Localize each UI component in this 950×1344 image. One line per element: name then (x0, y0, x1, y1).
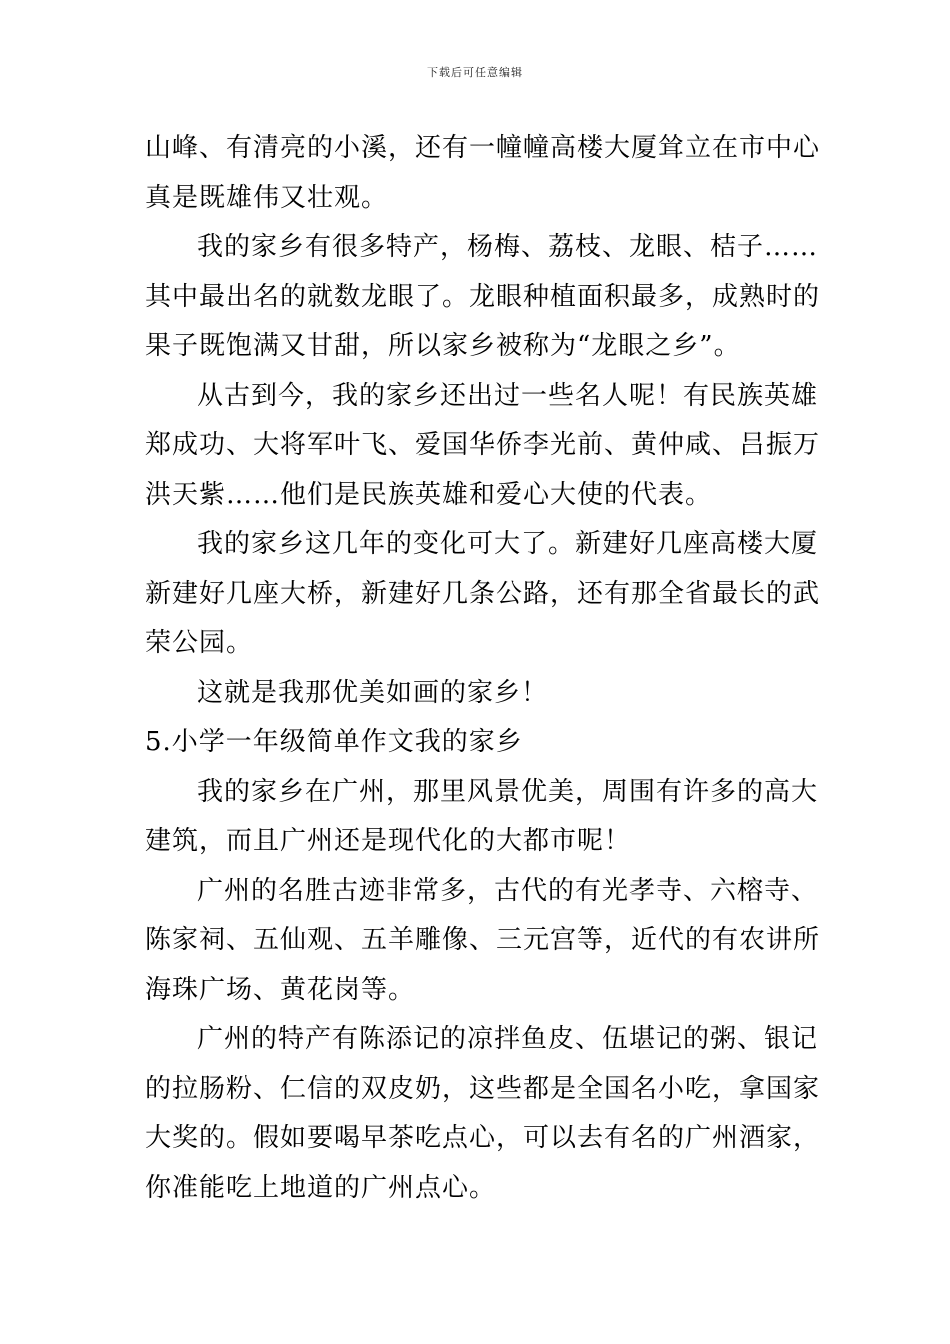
text-line: 从古到今，我的家乡还出过一些名人呢！有民族英雄 (197, 380, 819, 411)
text-line: 的拉肠粉、仁信的双皮奶，这些都是全国名小吃，拿国家 (145, 1073, 821, 1104)
text-line: 你准能吃上地道的广州点心。 (145, 1172, 497, 1203)
document-body (145, 124, 821, 1213)
text-line: 建筑，而且广州还是现代化的大都市呢！ (145, 826, 632, 856)
text-line: 广州的名胜古迹非常多，古代的有光孝寺、六榕寺、 (197, 875, 819, 906)
text-line: 其中最出名的就数龙眼了。龙眼种植面积最多，成熟时的 (145, 281, 821, 312)
page-header: 下载后可任意编辑 (427, 66, 523, 79)
text-line: 陈家祠、五仙观、五羊雕像、三元宫等，近代的有农讲所 (145, 925, 821, 955)
text-line: 郑成功、大将军叶飞、爱国华侨李光前、黄仲咸、吕振万 (145, 430, 821, 460)
text-line: 果子既饱满又甘甜，所以家乡被称为“龙眼之乡”。 (145, 331, 741, 361)
text-line: 真是既雄伟又壮观。 (145, 182, 389, 213)
text-line: 广州的特产有陈添记的凉拌鱼皮、伍堪记的粥、银记 (197, 1024, 819, 1054)
text-line: 我的家乡在广州，那里风景优美，周围有许多的高大 (197, 776, 819, 807)
text-line: 山峰、有清亮的小溪，还有一幢幢高楼大厦耸立在市中心 (145, 133, 821, 163)
text-line: 大奖的。假如要喝早茶吃点心，可以去有名的广州酒家， (145, 1123, 821, 1153)
text-line: 5.小学一年级简单作文我的家乡 (145, 727, 523, 757)
text-line: 海珠广场、黄花岗等。 (145, 974, 416, 1005)
text-line: 新建好几座大桥，新建好几条公路，还有那全省最长的武 (145, 578, 821, 609)
text-line: 这就是我那优美如画的家乡！ (197, 677, 549, 708)
text-line: 我的家乡有很多特产，杨梅、荔枝、龙眼、桔子…… (197, 232, 819, 262)
text-line: 我的家乡这几年的变化可大了。新建好几座高楼大厦 (197, 529, 819, 559)
text-line: 荣公园。 (145, 628, 254, 658)
text-line: 洪天紫……他们是民族英雄和爱心大使的代表。 (145, 479, 713, 510)
